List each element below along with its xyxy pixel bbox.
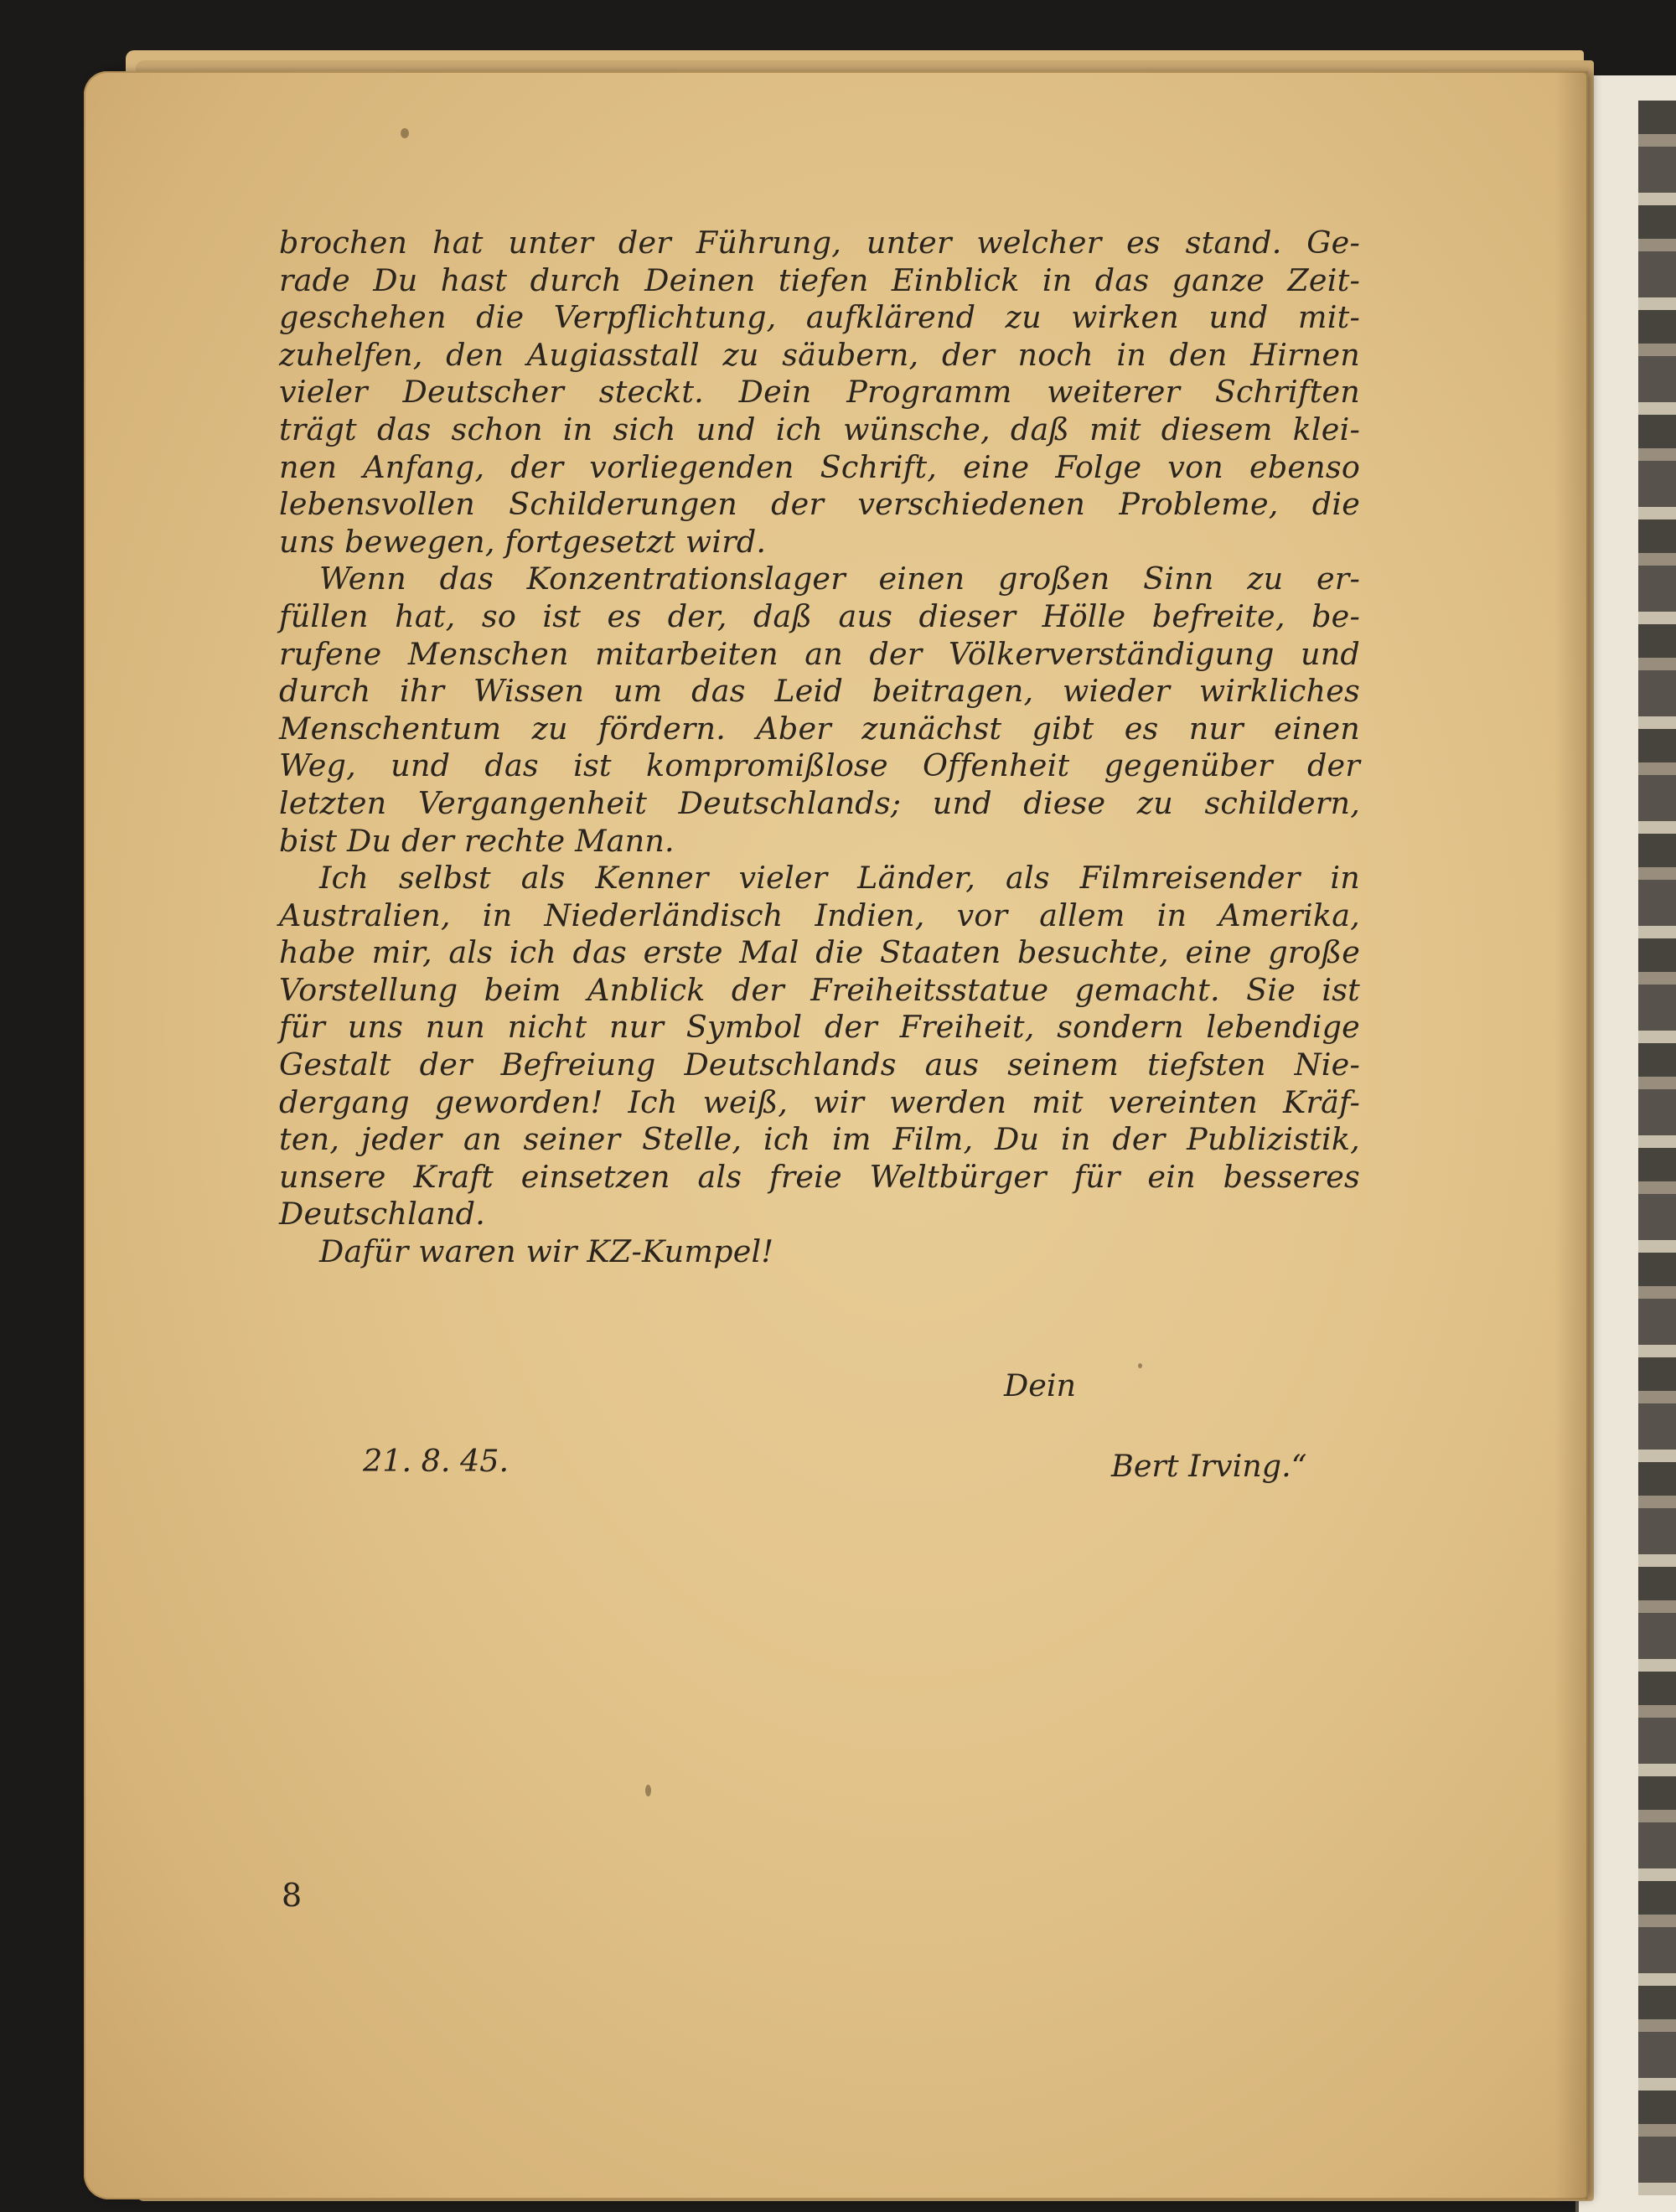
text-line: dergang geworden! Ich weiß, wir werden mit vereinten Kräf- [279, 1083, 1360, 1120]
text-line: letzten Vergangenheit Deutschlands; und diese zu schildern, [279, 784, 1360, 821]
body-text [279, 225, 1360, 1271]
text-line: bist Du der rechte Mann. [279, 822, 675, 859]
text-line: unsere Kraft einsetzen als freie Weltbürger für ein besseres [279, 1158, 1360, 1195]
text-line: füllen hat, so ist es der, daß aus dieser Hölle befreite, be- [279, 597, 1360, 634]
text-line: durch ihr Wissen um das Leid beitragen, wieder wirkliches [279, 673, 1360, 710]
page-number: 8 [282, 1877, 303, 1914]
text-line: Vorstellung beim Anblick der Freiheitsstatue gemacht. Sie ist [279, 971, 1360, 1008]
facing-page-strip [1638, 101, 1676, 2195]
text-line: trägt das schon in sich und ich wünsche, daß mit diesem klei- [279, 411, 1360, 447]
text-line: ten, jeder an seiner Stelle, ich im Film, Du in der Publizistik, [279, 1121, 1360, 1158]
signature: Bert Irving.“ [1111, 1448, 1307, 1484]
text-line: rade Du hast durch Deinen tiefen Einblick in das ganze Zeit- [279, 261, 1360, 298]
text-line: rufene Menschen mitarbeiten an der Völkerverständigung und [279, 635, 1360, 672]
paper-speck [645, 1785, 651, 1796]
text-line: geschehen die Verpflichtung, aufklärend zu wirken und mit- [279, 299, 1360, 336]
text-line: Wenn das Konzentrationslager einen großen Sinn zu er- [319, 561, 1360, 597]
text-line: vieler Deutscher steckt. Dein Programm weiterer Schriften [279, 374, 1360, 411]
text-line: Deutschland. [279, 1196, 486, 1233]
text-line: Menschentum zu fördern. Aber zunächst gibt es nur einen [279, 710, 1360, 747]
text-line: nen Anfang, der vorliegenden Schrift, eine Folge von ebenso [279, 448, 1360, 485]
text-line: habe mir, als ich das erste Mal die Staaten besuchte, eine große [279, 934, 1360, 971]
text-line: Gestalt der Befreiung Deutschlands aus seinem tiefsten Nie- [279, 1047, 1360, 1083]
text-line: brochen hat unter der Führung, unter welcher es stand. Ge- [279, 225, 1360, 261]
text-line: Weg, und das ist kompromißlose Offenheit gegenüber der [279, 747, 1360, 784]
letter-date: 21. 8. 45. [363, 1443, 510, 1479]
gutter-shadow [1554, 71, 1588, 2199]
text-line: zuhelfen, den Augiasstall zu säubern, der noch in den Hirnen [279, 336, 1360, 373]
text-line: Australien, in Niederländisch Indien, vor allem in Amerika, [279, 897, 1360, 933]
paper-speck [401, 128, 409, 138]
text-line: lebensvollen Schilderungen der verschiedenen Probleme, die [279, 486, 1360, 523]
text-line: Dafür waren wir KZ-Kumpel! [319, 1233, 774, 1270]
text-line: Ich selbst als Kenner vieler Länder, als Filmreisender in [319, 860, 1360, 897]
text-line: für uns nun nicht nur Symbol der Freiheit, sondern lebendige [279, 1009, 1360, 1046]
text-line: uns bewegen, fortgesetzt wird. [279, 523, 767, 560]
paper-speck [1138, 1363, 1142, 1368]
closing-salutation: Dein [1004, 1367, 1077, 1403]
